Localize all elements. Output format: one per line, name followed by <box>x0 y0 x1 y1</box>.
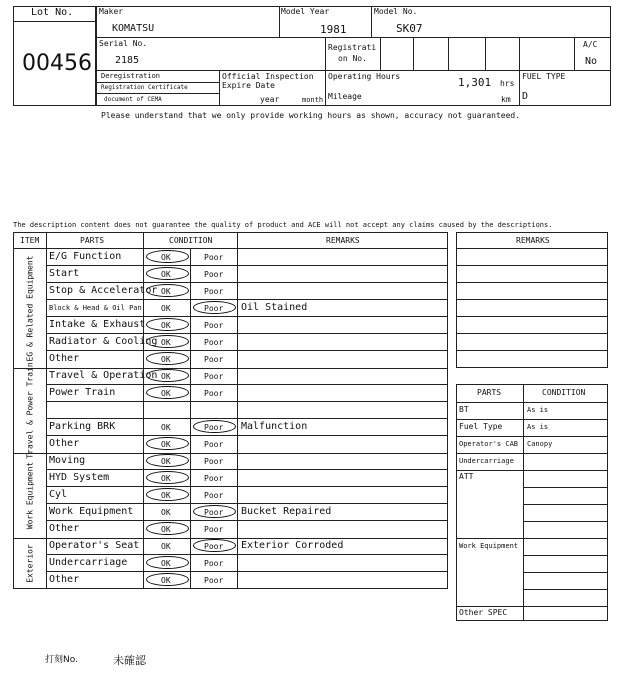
part-name: Other <box>49 523 80 534</box>
ok-selected-circle <box>146 267 189 280</box>
ok-option: OK <box>161 559 171 568</box>
part-name: Intake & Exhaust <box>49 319 146 330</box>
pt-part-att: ATT <box>459 472 474 481</box>
ok-option: OK <box>161 423 171 432</box>
part-name: Moving <box>49 455 86 466</box>
ok-selected-circle <box>146 250 189 263</box>
model-year-value: 1981 <box>320 23 347 36</box>
registration-certificate-label: Registration Certificate <box>101 84 188 91</box>
fuel-type-label: FUEL TYPE <box>522 72 566 81</box>
ok-selected-circle <box>146 556 189 569</box>
part-name: Start <box>49 268 80 279</box>
ok-option: OK <box>161 457 171 466</box>
km-label: km <box>501 95 511 104</box>
part-name: Stop & Accelerator <box>49 285 158 296</box>
disclaimer: The description content does not guarantee the quality of product and ACE will not accept any claims caused by the descriptions. <box>13 221 553 229</box>
poor-option: Poor <box>204 440 224 449</box>
ac-label: A/C <box>583 40 598 49</box>
part-name: HYD System <box>49 472 110 483</box>
part-name: Parking BRK <box>49 421 116 432</box>
serial-label: Serial No. <box>99 39 148 48</box>
part-name: Other <box>49 353 80 364</box>
cema-label: document of CEMA <box>104 96 162 103</box>
ok-selected-circle <box>146 369 189 382</box>
ok-selected-circle <box>146 335 189 348</box>
inspection-label-1: Official Inspection <box>222 72 314 81</box>
poor-selected-circle <box>193 505 236 518</box>
part-name: Other <box>49 438 80 449</box>
pt-part-other-spec: Other SPEC <box>459 608 508 617</box>
poor-option: Poor <box>204 287 224 296</box>
poor-selected-circle <box>193 539 236 552</box>
ok-selected-circle <box>146 284 189 297</box>
poor-option: Poor <box>204 253 224 262</box>
group-travel-power-train-label: Travel & Power Train <box>25 362 35 459</box>
operating-hours-label: Operating Hours <box>328 72 401 81</box>
hrs-label: hrs <box>500 79 515 88</box>
hours-note: Please understand that we only provide working hours as shown, accuracy not guaranteed. <box>101 111 521 120</box>
group-exterior: Exterior <box>25 544 35 583</box>
ok-selected-circle <box>146 573 189 586</box>
part-name: Work Equipment <box>49 506 134 517</box>
ok-option: OK <box>161 287 171 296</box>
parts-col-header: PARTS <box>477 388 502 397</box>
remark-text: Oil Stained <box>241 302 308 313</box>
maker-label: Maker <box>99 7 124 16</box>
ok-option: OK <box>161 389 171 398</box>
right-remarks-header: REMARKS <box>516 236 550 245</box>
stamp-value: 未確認 <box>113 654 146 667</box>
condition-col-header: CONDITION <box>542 388 586 397</box>
ok-selected-circle <box>146 386 189 399</box>
year-label: year <box>260 95 280 104</box>
poor-selected-circle <box>193 301 236 314</box>
poor-option: Poor <box>204 457 224 466</box>
ok-option: OK <box>161 372 171 381</box>
model-year-label: Model Year <box>281 7 330 16</box>
ok-option: OK <box>161 508 171 517</box>
serial-value: 2185 <box>115 55 140 66</box>
maker-value: KOMATSU <box>112 23 155 34</box>
pt-part-work-equipment: Work Equipment <box>459 542 519 550</box>
stamp-label: 打刻No. <box>45 655 78 665</box>
ok-option: OK <box>161 491 171 500</box>
poor-option: Poor <box>204 474 224 483</box>
ok-option: OK <box>161 253 171 262</box>
deregistration-label: Deregistration <box>101 72 161 80</box>
part-name: Power Train <box>49 387 116 398</box>
ac-value: No <box>585 56 598 67</box>
part-name: Block & Head & Oil Pan <box>49 304 142 312</box>
poor-option: Poor <box>204 559 224 568</box>
group-work-equipment: Work Equipment <box>25 461 35 530</box>
condition-header: CONDITION <box>169 236 213 245</box>
operating-hours-value: 1,301 <box>458 76 492 89</box>
ok-selected-circle <box>146 454 189 467</box>
lot-number: 00456 <box>22 51 92 76</box>
right-remarks-frame <box>456 232 608 368</box>
parts-header: PARTS <box>80 236 105 245</box>
part-name: E/G Function <box>49 251 122 262</box>
part-name: Operator's Seat <box>49 540 140 551</box>
lot-label: Lot No. <box>31 7 74 18</box>
ok-option: OK <box>161 321 171 330</box>
ok-option: OK <box>161 474 171 483</box>
poor-option: Poor <box>204 576 224 585</box>
pt-part-undercarriage: Undercarriage <box>459 457 514 465</box>
model-no-value: SK07 <box>396 22 423 35</box>
poor-option: Poor <box>204 372 224 381</box>
ok-selected-circle <box>146 471 189 484</box>
poor-selected-circle <box>193 420 236 433</box>
ok-selected-circle <box>146 522 189 535</box>
registration-label-1: Registrati <box>328 43 377 52</box>
ok-option: OK <box>161 270 171 279</box>
item-header: ITEM <box>20 236 40 245</box>
ok-option: OK <box>161 542 171 551</box>
ok-option: OK <box>161 355 171 364</box>
ok-selected-circle <box>146 352 189 365</box>
ok-option: OK <box>161 525 171 534</box>
poor-option: Poor <box>204 304 224 313</box>
month-label: month <box>302 96 324 104</box>
remark-text: Malfunction <box>241 421 308 432</box>
part-name: Radiator & Cooling <box>49 336 158 347</box>
poor-option: Poor <box>204 525 224 534</box>
ok-selected-circle <box>146 437 189 450</box>
pt-cond-operator-cab: Canopy <box>527 440 553 448</box>
pt-cond-fuel-type: As is <box>527 423 549 431</box>
part-name: Travel & Operation <box>49 370 158 381</box>
poor-option: Poor <box>204 270 224 279</box>
fuel-type-value: D <box>522 91 529 102</box>
inspection-label-2: Expire Date <box>222 81 275 90</box>
pt-part-operator-cab: Operator's CAB <box>459 440 519 448</box>
ok-selected-circle <box>146 488 189 501</box>
remark-text: Exterior Corroded <box>241 540 344 551</box>
poor-option: Poor <box>204 542 224 551</box>
poor-option: Poor <box>204 355 224 364</box>
ok-selected-circle <box>146 318 189 331</box>
part-name: Undercarriage <box>49 557 128 568</box>
poor-option: Poor <box>204 389 224 398</box>
remarks-header: REMARKS <box>326 236 360 245</box>
poor-option: Poor <box>204 338 224 347</box>
pt-part-fuel-type: Fuel Type <box>459 422 503 431</box>
model-no-label: Model No. <box>374 7 418 16</box>
ok-option: OK <box>161 576 171 585</box>
pt-cond-bt: As is <box>527 406 549 414</box>
poor-option: Poor <box>204 321 224 330</box>
ok-option: OK <box>161 338 171 347</box>
poor-option: Poor <box>204 491 224 500</box>
poor-option: Poor <box>204 423 224 432</box>
poor-option: Poor <box>204 508 224 517</box>
mileage-label: Mileage <box>328 92 362 101</box>
part-name: Cyl <box>49 489 68 500</box>
remark-text: Bucket Repaired <box>241 506 332 517</box>
group-eg-related-equipment: EG & Related Equipment <box>25 255 35 362</box>
ok-option: OK <box>161 304 171 313</box>
pt-part-bt: BT <box>459 405 469 414</box>
ok-option: OK <box>161 440 171 449</box>
registration-label-2: on No. <box>338 54 367 63</box>
part-name: Other <box>49 574 80 585</box>
